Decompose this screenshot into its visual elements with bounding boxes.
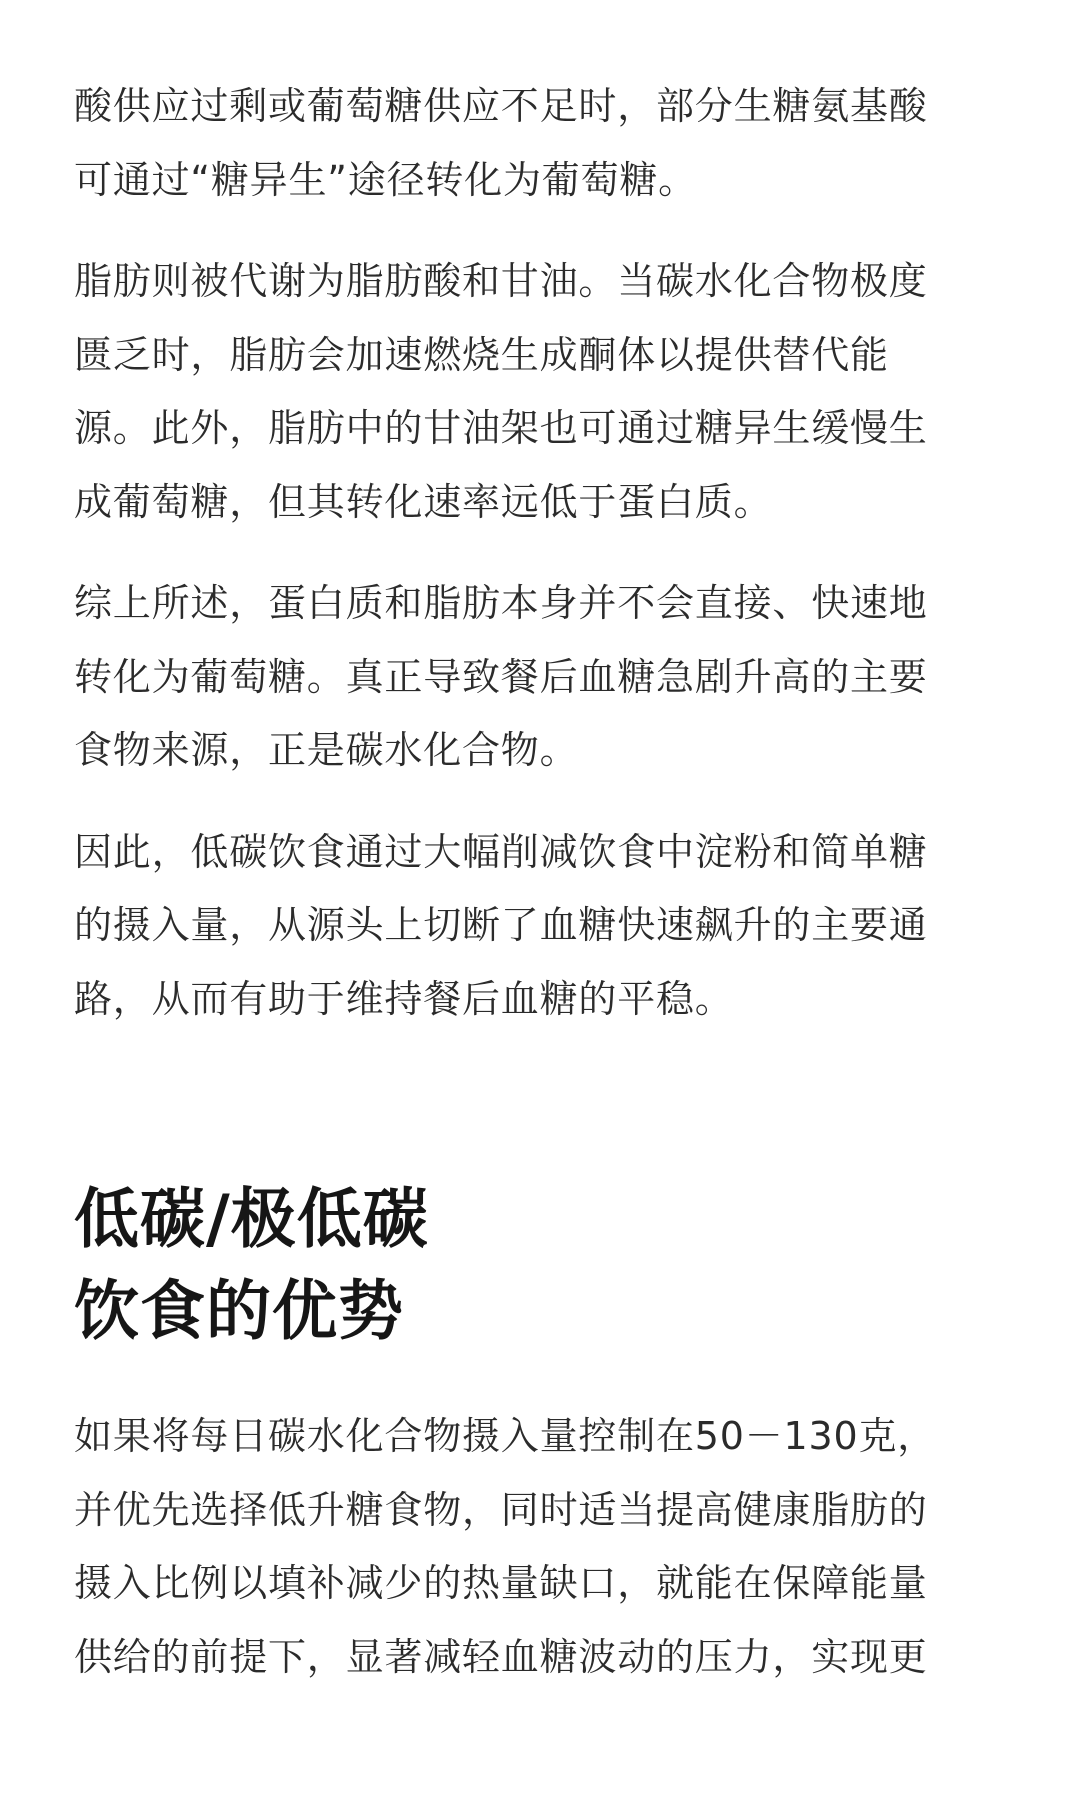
paragraph-fat-metabolism xyxy=(74,245,1006,539)
text-line: 匮乏时，脂肪会加速燃烧生成酮体以提供替代能 xyxy=(74,332,889,377)
text-line: 并优先选择低升糖食物，同时适当提高健康脂肪的 xyxy=(74,1487,928,1532)
text-line: 酸供应过剩或葡萄糖供应不足时，部分生糖氨基酸 xyxy=(74,84,928,128)
text-line: 食物来源，正是碳水化合物。 xyxy=(74,728,579,772)
text-line: 综上所述，蛋白质和脂肪本身并不会直接、快速地 xyxy=(74,581,928,625)
text-line: 如果将每日碳水化合物摄入量控制在50－130克， xyxy=(74,1414,937,1458)
text-line: 转化为葡萄糖。真正导致餐后血糖急剧升高的主要 xyxy=(74,654,928,699)
article-body xyxy=(74,70,1006,1722)
text-line: 脂肪则被代谢为脂肪酸和甘油。当碳水化合物极度 xyxy=(74,259,928,303)
paragraph-summary xyxy=(74,567,1006,788)
text-line: 可通过“糖异生”途径转化为葡萄糖。 xyxy=(74,157,697,202)
paragraph-low-carb-effect xyxy=(74,816,1006,1037)
heading-line: 饮食的优势 xyxy=(74,1274,405,1349)
section-heading xyxy=(74,1174,1006,1358)
text-line: 路，从而有助于维持餐后血糖的平稳。 xyxy=(74,976,734,1021)
text-line: 成葡萄糖，但其转化速率远低于蛋白质。 xyxy=(74,479,773,524)
heading-line: 低碳/极低碳 xyxy=(74,1182,429,1257)
text-line: 源。此外，脂肪中的甘油架也可通过糖异生缓慢生 xyxy=(74,406,928,450)
text-line: 供给的前提下，显著减轻血糖波动的压力，实现更 xyxy=(74,1634,928,1679)
text-line: 的摄入量，从源头上切断了血糖快速飙升的主要通 xyxy=(74,903,928,947)
paragraph-gluconeogenesis xyxy=(74,70,1006,217)
paragraph-advantages xyxy=(74,1400,1006,1694)
text-line: 摄入比例以填补减少的热量缺口，就能在保障能量 xyxy=(74,1561,928,1605)
text-line: 因此，低碳饮食通过大幅削减饮食中淀粉和简单糖 xyxy=(74,829,928,874)
